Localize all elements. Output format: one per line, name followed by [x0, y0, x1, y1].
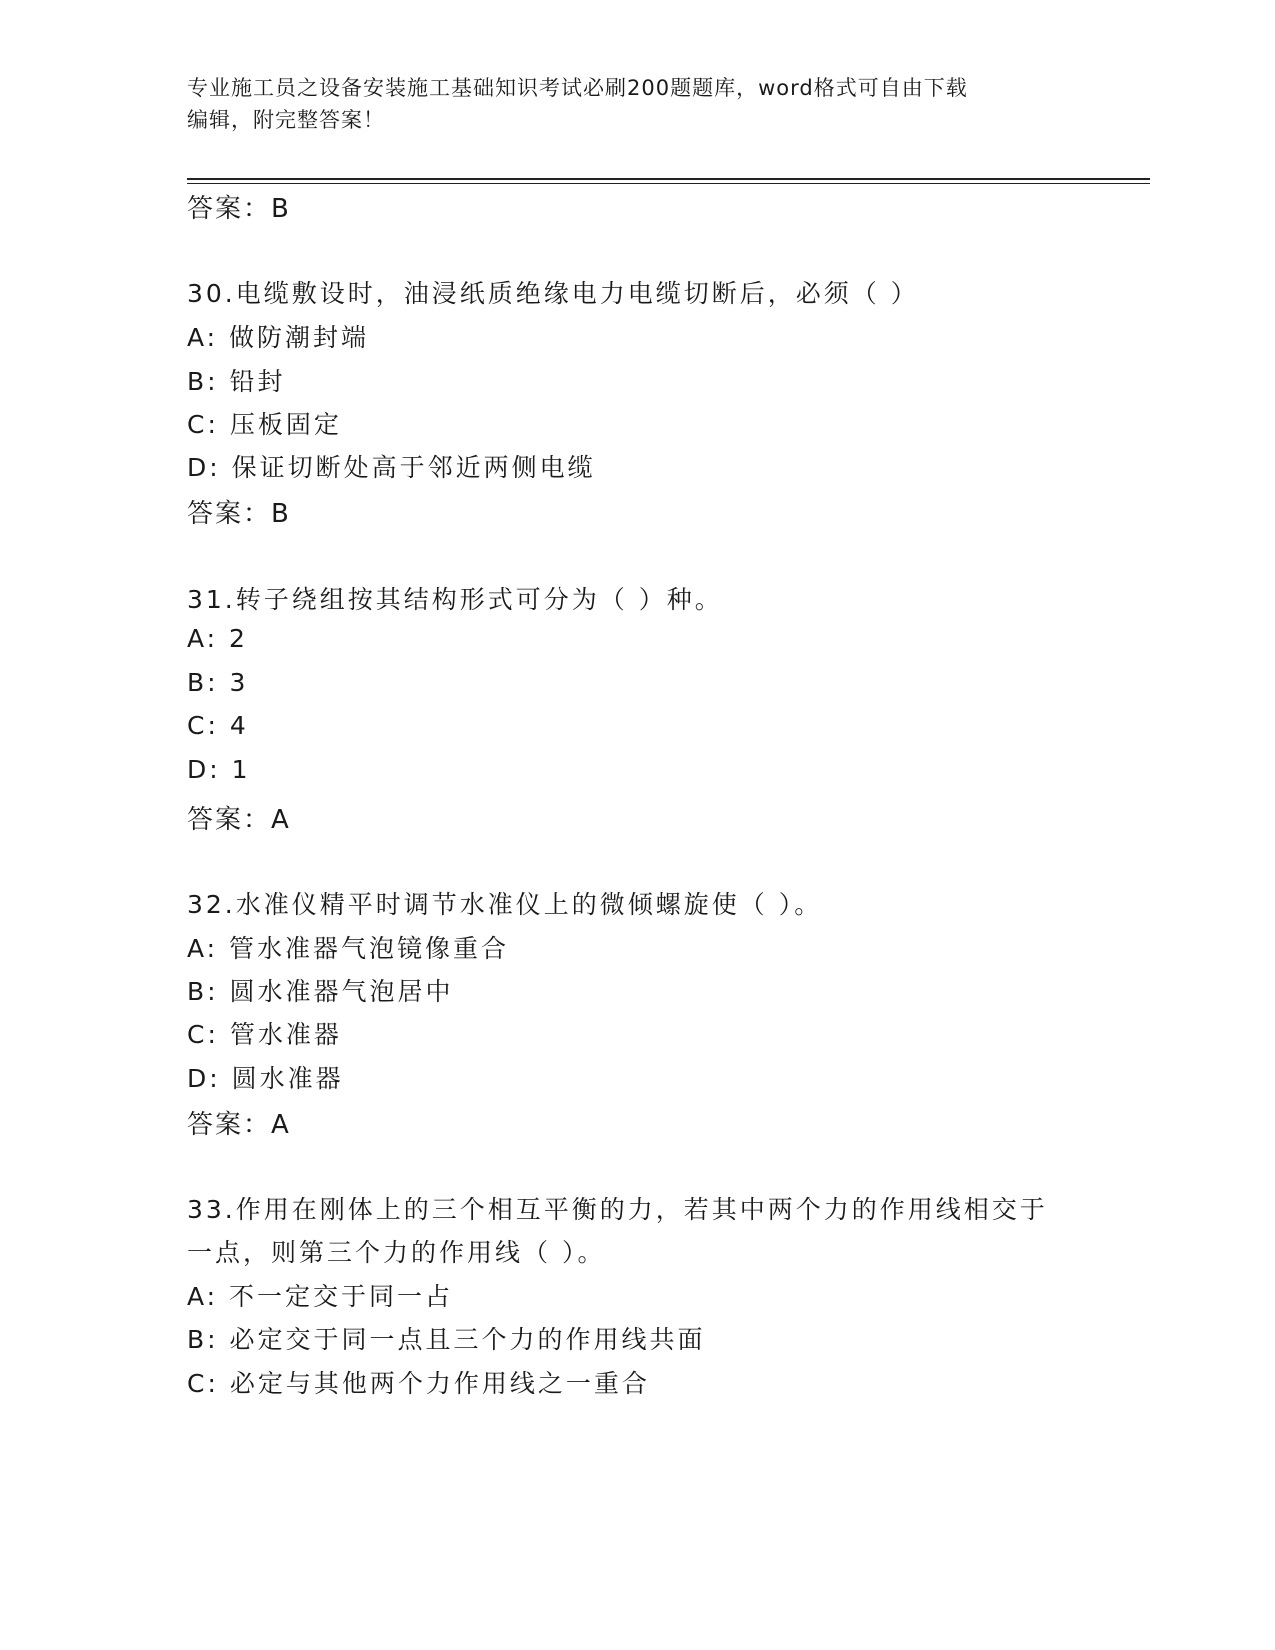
answer-line: 答案：B [187, 499, 291, 529]
option-a: A: 不一定交于同一占 [187, 1282, 454, 1311]
question-stem: 30.电缆敷设时，油浸纸质绝缘电力电缆切断后，必须（ ） [187, 279, 919, 308]
option-c: C: 4 [187, 711, 249, 740]
option-c: C: 压板固定 [187, 410, 342, 439]
option-d: D: 1 [187, 755, 251, 784]
option-d: D: 圆水准器 [187, 1064, 344, 1093]
question-stem: 33.作用在刚体上的三个相互平衡的力，若其中两个力的作用线相交于 [187, 1195, 1048, 1224]
document-header [187, 72, 1087, 136]
option-b: B: 3 [187, 668, 249, 697]
question-stem: 31.转子绕组按其结构形式可分为（ ）种。 [187, 585, 723, 614]
answer-line: 答案：A [187, 1110, 291, 1140]
option-c: C: 管水准器 [187, 1020, 342, 1049]
question-stem-continued: 一点，则第三个力的作用线（ ）。 [187, 1238, 606, 1267]
option-b: B: 必定交于同一点且三个力的作用线共面 [187, 1325, 706, 1354]
option-d: D: 保证切断处高于邻近两侧电缆 [187, 453, 596, 482]
option-b: B: 铅封 [187, 367, 286, 396]
option-c: C: 必定与其他两个力作用线之一重合 [187, 1369, 650, 1398]
header-line-2: 编辑，附完整答案！ [187, 108, 385, 132]
option-a: A: 做防潮封端 [187, 323, 370, 352]
answer-line: 答案：B [187, 194, 291, 224]
header-line-1: 专业施工员之设备安装施工基础知识考试必刷200题题库，word格式可自由下载 [187, 76, 968, 100]
question-stem: 32.水准仪精平时调节水准仪上的微倾螺旋使（ ）。 [187, 890, 823, 919]
answer-line: 答案：A [187, 805, 291, 835]
header-divider-thin [187, 183, 1150, 184]
option-a: A: 管水准器气泡镜像重合 [187, 934, 510, 963]
header-divider-thick [187, 178, 1150, 180]
option-a: A: 2 [187, 624, 248, 653]
option-b: B: 圆水准器气泡居中 [187, 977, 454, 1006]
